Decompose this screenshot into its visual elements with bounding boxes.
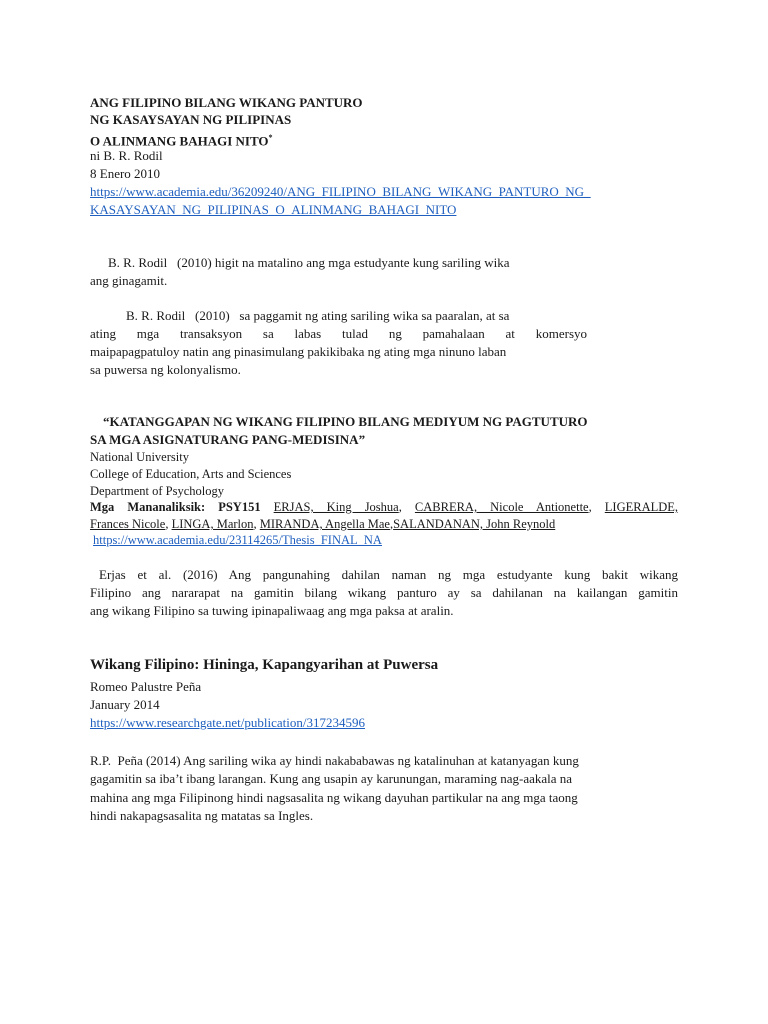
- doc1-title-line2: NG KASAYSAYAN NG PILIPINAS: [90, 112, 292, 127]
- doc1-para2-line4: sa puwersa ng kolonyalismo.: [90, 362, 241, 377]
- doc3-url[interactable]: https://www.researchgate.net/publication/317234596: [90, 715, 365, 730]
- doc1-author: ni B. R. Rodil: [90, 148, 163, 163]
- doc2-title-line1: “KATANGGAPAN NG WIKANG FILIPINO BILANG MEDIYUM NG PAGTUTURO: [103, 414, 588, 429]
- doc1-para2-line1: B. R. Rodil (2010) sa paggamit ng ating sariling wika sa paaralan, at sa: [126, 308, 510, 323]
- doc2-researchers-line1: Mga Mananaliksik: PSY151 ERJAS, King Joshua, CABRERA, Nicole Antionette, LIGERALDE,: [90, 500, 679, 514]
- researchers-label: Mga Mananaliksik: PSY151: [90, 500, 261, 514]
- researcher-name: MIRANDA, Angella Mae: [259, 517, 390, 531]
- doc2-researchers-line2: Frances Nicole, LINGA, Marlon, MIRANDA, Angella Mae,SALANDANAN, John Reynold: [90, 517, 556, 531]
- researcher-name: SALANDANAN, John Reynold: [393, 517, 556, 531]
- doc3-para-line2: gagamitin sa iba’t ibang larangan. Kung ang usapin ay karunungan, maraming nag-aakala na: [90, 771, 573, 786]
- doc2-title-line2: SA MGA ASIGNATURANG PANG-MEDISINA”: [90, 432, 366, 447]
- doc3-para-line1: R.P. Peña (2014) Ang sariling wika ay hindi nakababawas ng katalinuhan at katanyagan kung: [90, 753, 579, 768]
- researcher-name: Frances Nicole: [90, 517, 166, 531]
- doc2-university: National University: [90, 450, 189, 464]
- doc2-para-line3: ang wikang Filipino sa tuwing ipinapaliwaag ang mga paksa at aralin.: [90, 603, 454, 618]
- doc3-title: Wikang Filipino: Hininga, Kapangyarihan at Puwersa: [90, 657, 439, 673]
- doc2-para-line2: Filipino ang nararapat na gamitin bilang wikang panturo ay sa dahilanan na kailangan gamitin: [90, 585, 678, 600]
- doc1-url-line2[interactable]: KASAYSAYAN_NG_PILIPINAS_O_ALINMANG_BAHAGI_NITO: [90, 202, 457, 217]
- doc1-para1-line2: ang ginagamit.: [90, 273, 168, 288]
- researcher-name: CABRERA, Nicole Antionette: [414, 500, 589, 514]
- doc1-title-line1: ANG FILIPINO BILANG WIKANG PANTURO: [90, 95, 363, 110]
- doc1-para2-line2: ating mga transaksyon sa labas tulad ng pamahalaan at komersyo: [90, 326, 587, 341]
- doc1-para1-line1: B. R. Rodil (2010) higit na matalino ang mga estudyante kung sariling wika: [108, 255, 510, 270]
- doc1-title-line3: O ALINMANG BAHAGI NITO*: [90, 133, 273, 149]
- doc1-url-line1[interactable]: https://www.academia.edu/36209240/ANG_FILIPINO_BILANG_WIKANG_PANTURO_NG_: [90, 184, 591, 199]
- researcher-name: LINGA, Marlon: [171, 517, 254, 531]
- doc2-department: Department of Psychology: [90, 484, 225, 498]
- doc2-college: College of Education, Arts and Sciences: [90, 467, 292, 481]
- footnote-mark: *: [268, 133, 273, 142]
- doc2-para-line1: Erjas et al. (2016) Ang pangunahing dahilan naman ng mga estudyante kung bakit wikang: [99, 567, 678, 582]
- doc3-author: Romeo Palustre Peña: [90, 679, 202, 694]
- doc1-para2-line3: maipapagpatuloy natin ang pinasimulang pakikibaka ng ating mga ninuno laban: [90, 344, 507, 359]
- researcher-name: LIGERALDE,: [604, 500, 679, 514]
- researcher-name: ERJAS, King Joshua: [273, 500, 399, 514]
- doc3-para-line4: hindi nakapagsasalita ng matatas sa Ingles.: [90, 808, 314, 823]
- doc2-url[interactable]: https://www.academia.edu/23114265/Thesis_FINAL_NA: [93, 533, 382, 547]
- doc3-para-line3: mahina ang mga Filipinong hindi nagsasalita ng wikang dayuhan partikular na ang mga taong: [90, 790, 578, 805]
- doc1-date: 8 Enero 2010: [90, 166, 161, 181]
- doc3-date: January 2014: [90, 697, 160, 712]
